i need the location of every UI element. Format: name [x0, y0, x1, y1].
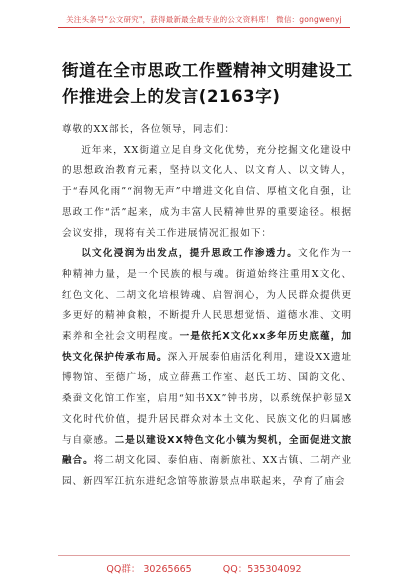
- paragraph-intro: 近年来，XX街道立足自身文化优势，充分挖掘文化建设中的思想政治教育元素，坚持以文化人、以文育人、以文铸人，于“春风化雨”“润物无声”中增进文化自信、厚植文化自强，让思政工作“活”起来，成为丰富人民精神世界的重要途径。根据会议安排，现将有关工作进展情况汇报如下：: [62, 144, 352, 239]
- section-text-b: 深入开展泰伯庙活化利用，建设XX遗址博物馆、至德广场，成立薛燕工作室、赵氏工坊、国韵文化、桑蚕文化馆工作室，启用“知书XX”钟书房，以系统保护彰显X文化时代价值，提升居民群众对本土文化、民族文化的归属感与自豪感。: [62, 351, 353, 446]
- page-footer: [0, 561, 408, 575]
- footer-qq-group: QQ群： 30265665: [106, 564, 192, 575]
- footer-divider: [58, 555, 350, 556]
- salutation: 尊敬的XX部长，各位领导，同志们：: [62, 124, 235, 135]
- section-heading: 以文化浸润为出发点，提升思政工作渗透力。: [81, 248, 299, 260]
- section-text-c: 将二胡文化园、泰伯庙、南新旅社、XX古镇、二胡产业园、新四军江抗东进纪念馆等旅游景点串联起来，孕育了庙会: [62, 455, 352, 487]
- subpoint-one-heading: 一是依托X文化xx多年历史底蕴，加快文化保护传承布局。: [62, 331, 352, 363]
- page-header: [0, 0, 408, 42]
- footer-qq: QQ：535304092: [222, 564, 302, 575]
- header-divider: [58, 27, 350, 28]
- header-promo-text: 关注头条号"公文研究"，获得最新最全最专业的公文资料库！ 微信：gongwenyj: [66, 15, 342, 24]
- section-text-a: 文化作为一种精神力量，是一个民族的根与魂。街道始终注重用X文化、红色文化、二胡文化培根铸魂、启智润心，为人民群众提供更多更好的精神食粮，不断提升人民思想觉悟、道德水准、文明素养和全社会文明程度。: [62, 248, 353, 343]
- paragraph-section-one: [62, 244, 352, 492]
- subpoint-two-heading: 二是以建设XX特色文化小镇为契机，全面促进文旅融合。: [62, 434, 352, 467]
- document-title: 街道在全市思政工作暨精神文明建设工作推进会上的发言(2163字): [62, 61, 353, 106]
- document-body: [62, 120, 352, 493]
